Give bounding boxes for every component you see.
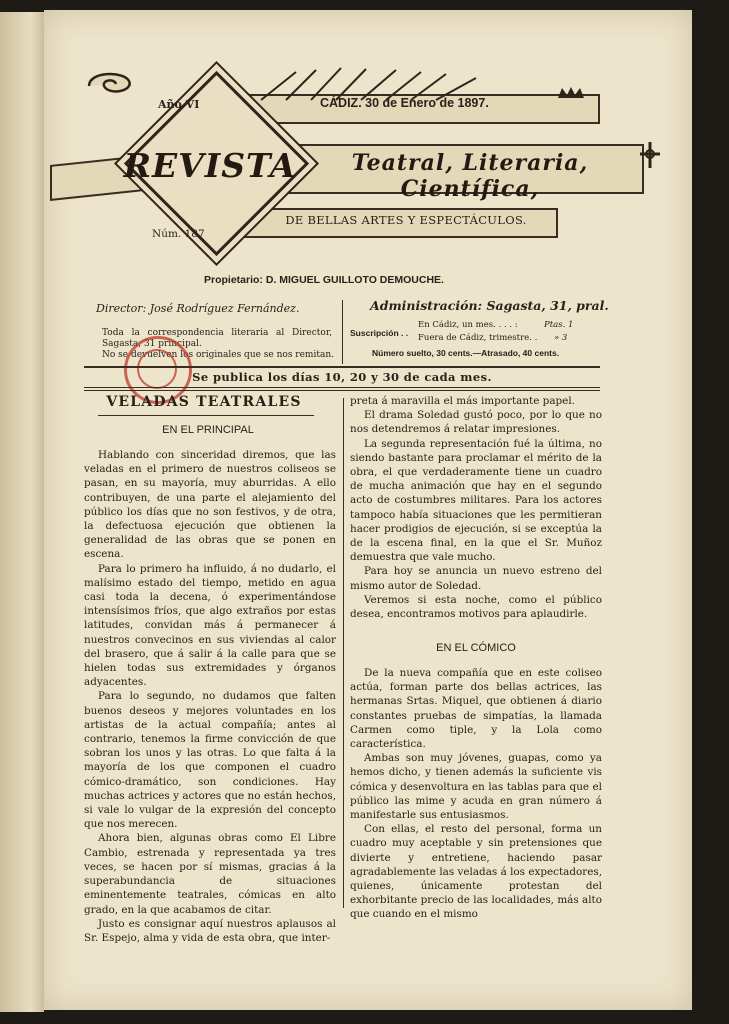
right-column-text-2 xyxy=(350,666,602,922)
book-spine-edge xyxy=(0,12,44,1012)
cross-ornament-icon xyxy=(636,140,664,170)
paragraph: Ambas son muy jóvenes, guapas, como ya hemos dicho, y tienen además la suficiente vis cómica y desenvoltura en las tablas para que el público las mime y acuda en gran número á manifestarle sus entusiasmos. xyxy=(350,752,602,822)
paragraph: Para lo segundo, no dudamos que falten buenos deseos y mejores voluntades en los artistas de la actual compañía; antes al contrario, tenemos la firme convicción de que sobran los unos y las otras. Lo que falta á la mayoría de los que componen el cuadro cómico-dramático, son condiciones. Hay muchas actrices y actores que no están hechos, si vale lo vulgar de la expresión del concepto que nos merecen. xyxy=(84,690,336,831)
director-line: Director: José Rodríguez Fernández. xyxy=(96,302,300,315)
masthead-subtitle: Teatral, Literaria, Científica, xyxy=(351,150,589,202)
year-label: Año VI xyxy=(158,98,200,111)
masthead-title: REVISTA xyxy=(123,146,297,185)
rule-top xyxy=(84,366,600,368)
article-title: VELADAS TEATRALES xyxy=(106,394,302,410)
subscription-local: En Cádiz, un mes. . . . : xyxy=(418,320,518,330)
paragraph: Para hoy se anuncia un nuevo estreno del mismo autor de Soledad. xyxy=(350,565,602,592)
admin-line: Administración: Sagasta, 31, pral. xyxy=(370,298,609,313)
paragraph: La segunda representación fué la última, no siendo bastante para proclamar el mérito de la obra, el que verdaderamente tiene un cuadro de mucha animación que hay en el segundo acto de costumbres militares. Para los actores tampoco había situaciones que les permitieran hacer prodigios de ejecución, si se exceptúa la de la escena final, en la que el Sr. Muñoz demuestra que vale mucho. xyxy=(350,437,602,564)
paragraph: Justo es consignar aquí nuestros aplausos al Sr. Espejo, alma y vida de esta obra, que inter- xyxy=(84,917,336,944)
paragraph: De la nueva compañía que en este coliseo actúa, forman parte dos bellas actrices, las hermanas Srtas. Miquel, que obtienen á diario constantes pruebas de simpatías, la llamada Carmen como tiple, y la Lola como característica. xyxy=(350,667,602,751)
newspaper-page xyxy=(44,10,692,1010)
info-divider xyxy=(342,300,343,364)
subscription-outside: Fuera de Cádiz, trimestre. . xyxy=(418,333,538,343)
paragraph: Con ellas, el resto del personal, forma un cuadro muy aceptable y sin pretensiones que divierte y entretiene, haciendo pasar agradablemente las veladas á los expectadores, quienes, únicamente protestan del exhorbitante precio de las localidades, más alto que cuando en el mismo xyxy=(350,823,602,921)
owner-line: Propietario: D. MIGUEL GUILLOTO DEMOUCHE. xyxy=(204,274,444,286)
paragraph: Para lo primero ha influido, á no dudarlo, el malísimo estado del tiempo, metido en agua casi toda la decena, ó experimentándose intensísimos fríos, que algo extraños por estas latitudes, convidan más á permanecer á nuestros convecinos en sus viviendas al calor del brasero, que á salir á la calle para que se hielen todas sus extremidades y órganos adyacentes. xyxy=(84,562,336,689)
section-comico-heading: EN EL CÓMICO xyxy=(436,642,516,654)
paragraph: El drama Soledad gustó poco, por lo que no nos detendremos á relatar impresiones. xyxy=(350,409,602,436)
left-column-text xyxy=(84,448,336,945)
issue-number: Núm. 187 xyxy=(152,228,205,240)
right-column-text-1 xyxy=(350,394,602,621)
rule-bottom-2 xyxy=(84,390,600,391)
crown-ornament-icon xyxy=(556,86,586,100)
subscription-label: Suscripción . . xyxy=(350,328,409,338)
masthead-subtitle-2: DE BELLAS ARTES Y ESPECTÁCULOS. xyxy=(285,213,527,227)
subscription-local-price: Ptas. 1 xyxy=(544,320,574,330)
paragraph: Hablando con sinceridad diremos, que las veladas en el primero de nuestros coliseos se pasan, en su mayoría, muy aburridas. A ello contribuyen, de una parte el alejamiento del público los días que no son festivos, y de otra, la defectuosa ejecución que obtienen la generalidad de las obras que se ponen en escena. xyxy=(84,449,336,561)
paragraph: Veremos si esta noche, como el público desea, encontramos motivos para aplaudirle. xyxy=(350,593,602,621)
article-title-underline xyxy=(98,415,314,416)
single-issue-price: Número suelto, 30 cents.—Atrasado, 40 cents. xyxy=(372,348,560,358)
column-divider xyxy=(343,398,344,908)
paragraph: preta á maravilla el más importante papel. xyxy=(350,395,575,407)
correspondence-note: Toda la correspondencia literaria al Director, Sagasta, 31 principal. xyxy=(102,328,332,349)
subscription-outside-price: » 3 xyxy=(554,333,568,343)
rule-bottom xyxy=(84,387,600,388)
date-label: CÁDIZ. 30 de Enero de 1897. xyxy=(320,96,489,110)
scroll-ornament-icon xyxy=(84,66,144,102)
returns-note: No se devuelven los originales que se nos remitan. xyxy=(102,350,334,360)
publication-schedule: Se publica los días 10, 20 y 30 de cada mes. xyxy=(192,370,492,384)
paragraph: Ahora bien, algunas obras como El Libre Cambio, estrenada y representada ya tres veces, se hacen por sí mismas, gracias á la superabundancia de situaciones eminentemente teatrales, cómicas en alto grado, en la que acabamos de citar. xyxy=(84,832,336,916)
section-principal-heading: EN EL PRINCIPAL xyxy=(162,424,254,436)
